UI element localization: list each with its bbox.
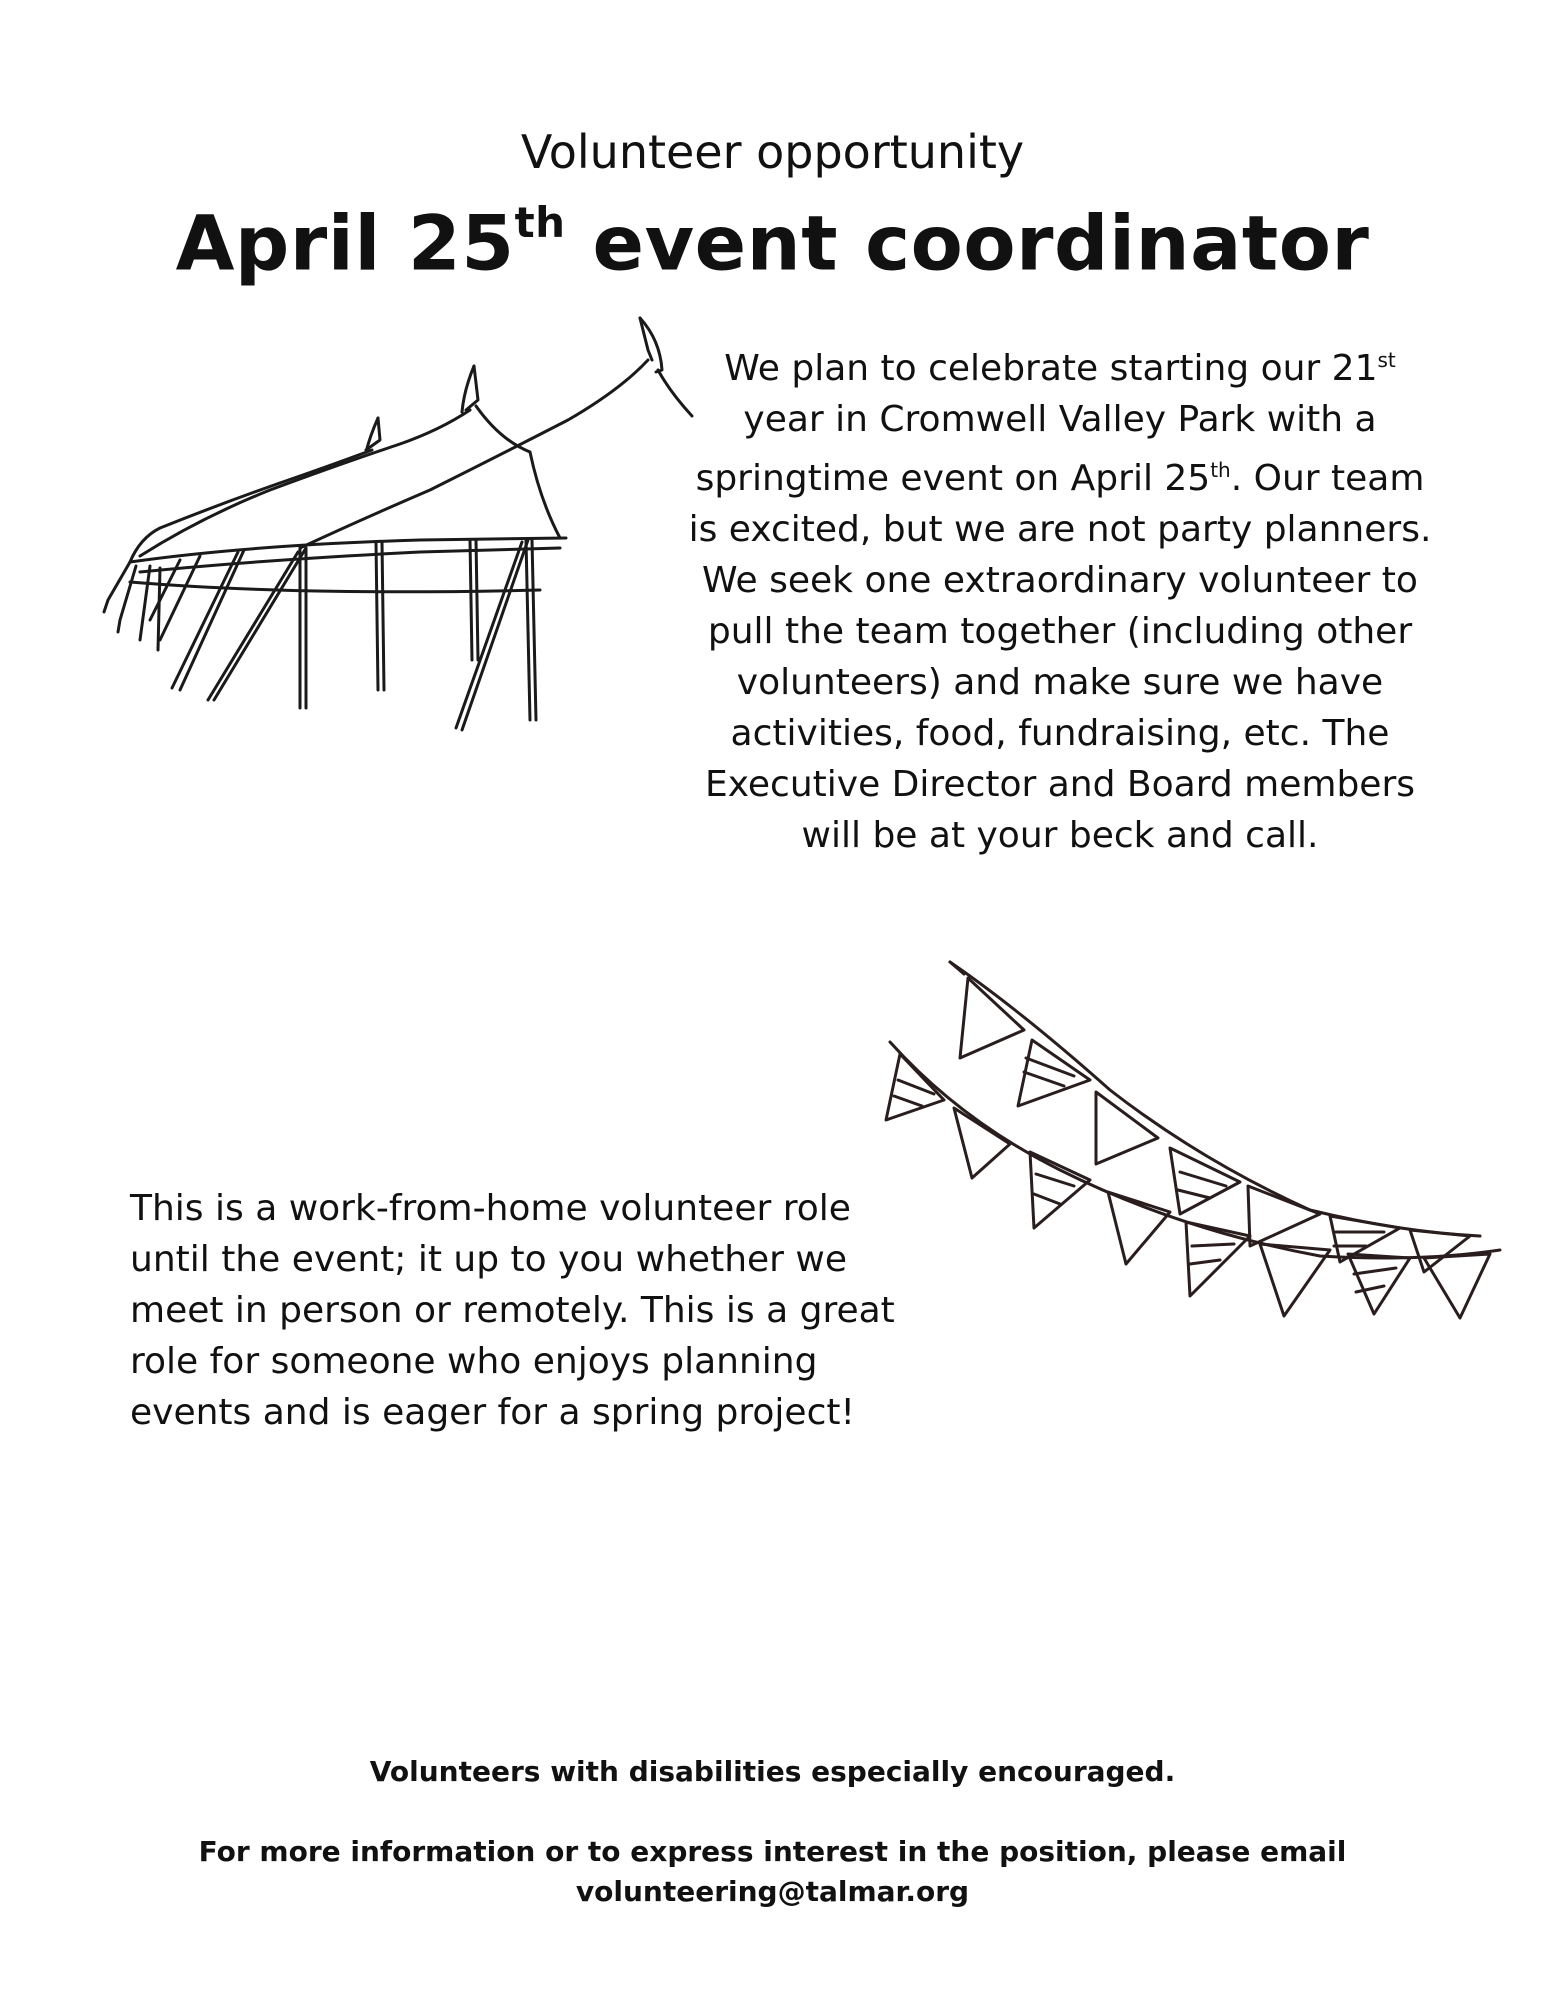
intro-ordinal-2: th — [1210, 458, 1231, 482]
role-description: This is a work-from-home volunteer role until the event; it up to you whether we meet in person or remotely. This is a great role for someone who enjoys planning events and is eager for a spring project! — [130, 1188, 895, 1433]
subtitle: Volunteer opportunity — [520, 125, 1025, 179]
title-date: April 25 — [175, 198, 515, 288]
encouragement-note: Volunteers with disabilities especially encouraged. — [369, 1755, 1176, 1788]
title-role: event coordinator — [565, 198, 1370, 288]
intro-text-2: year in Cromwell Valley Park with a springtime event on April 25 — [695, 399, 1377, 499]
intro-paragraph — [680, 335, 1440, 861]
contact-note: For more information or to express interest in the position, please email volunteering@talmar.org — [198, 1835, 1347, 1908]
intro-text-3: . Our team is excited, but we are not party planners. We seek one extraordinary volunteer to pull the team together (including other volunteers) and make sure we have activities, food, fundraising, etc. The Executive Director and Board members will be at your beck and call. — [688, 458, 1432, 856]
intro-ordinal-1: st — [1377, 348, 1396, 372]
intro-text-1: We plan to celebrate starting our 21 — [724, 348, 1378, 389]
title-ordinal: th — [514, 198, 566, 247]
